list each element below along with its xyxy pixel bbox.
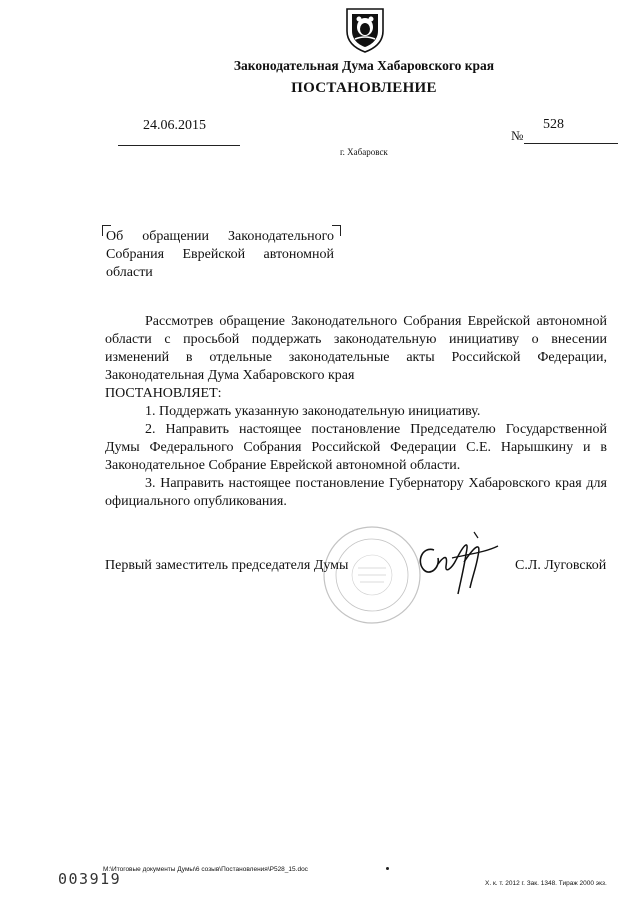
- word: Федерации,: [537, 350, 607, 365]
- word: обращении: [142, 229, 210, 244]
- organization-name: Законодательная Дума Хабаровского края: [233, 58, 495, 73]
- resolution-item-2-line: [105, 439, 607, 457]
- file-path: М:\Итоговые документы Думы\6 созыв\Постановления\Р528_15.doc: [103, 866, 308, 873]
- official-stamp-icon: [320, 520, 425, 630]
- word: Законодательного: [228, 229, 334, 244]
- coat-of-arms-icon: [343, 5, 387, 53]
- word: Еврейской: [467, 314, 531, 329]
- word: настоящее: [228, 476, 291, 491]
- word: Думы: [105, 440, 140, 455]
- word: и: [583, 440, 591, 455]
- word: Законодательного: [291, 314, 398, 329]
- intro-line: [105, 349, 607, 367]
- word: для: [586, 476, 607, 491]
- word: изменений: [105, 350, 170, 365]
- word: с: [164, 332, 171, 347]
- document-subject: [106, 228, 334, 282]
- word: автономной: [263, 247, 334, 262]
- word: Рассмотрев: [145, 314, 214, 329]
- word: отдельные: [209, 350, 272, 365]
- word: области: [105, 332, 152, 347]
- word: законодательную: [333, 332, 437, 347]
- word: о: [531, 332, 539, 347]
- intro-paragraph: [105, 313, 607, 511]
- word: поддержать: [251, 332, 322, 347]
- word: внесении: [551, 332, 607, 347]
- resolution-item-3-line: [105, 475, 607, 493]
- word: Российской: [451, 350, 521, 365]
- word: Об: [106, 229, 124, 244]
- word: Федерации: [390, 440, 457, 455]
- intro-line: [105, 313, 607, 331]
- word: автономной: [536, 314, 607, 329]
- handwritten-signature-icon: [412, 528, 502, 598]
- number-underline: [524, 143, 618, 144]
- word: Федерального: [149, 440, 234, 455]
- word: законодательные: [288, 350, 390, 365]
- word: 2.: [145, 422, 156, 437]
- word: Российской: [311, 440, 381, 455]
- number-label: №: [511, 128, 524, 143]
- resolution-item-1: 1. Поддержать указанную законодательную инициативу.: [145, 404, 481, 419]
- word: Направить: [160, 476, 224, 491]
- word: настоящее: [239, 422, 302, 437]
- word: в: [185, 350, 193, 365]
- subject-line: [106, 228, 334, 246]
- subject-line: области: [106, 265, 153, 280]
- word: Хабаровского: [468, 476, 551, 491]
- print-info: Х. к. т. 2012 г. Зак. 1348. Тираж 2000 экз.: [485, 880, 607, 887]
- registry-number: 003919: [58, 870, 122, 888]
- word: инициативу: [449, 332, 520, 347]
- date-underline: [118, 145, 240, 146]
- word: Еврейской: [182, 247, 246, 262]
- word: Нарышкину: [500, 440, 574, 455]
- word: Собрания: [403, 314, 462, 329]
- word: акты: [406, 350, 435, 365]
- resolution-item-2-line: [105, 421, 607, 439]
- resolution-item-2-line: Законодательное Собрание Еврейской автономной области.: [105, 458, 461, 473]
- resolution-item-3-line: официального опубликования.: [105, 494, 287, 509]
- city: г. Хабаровск: [340, 147, 388, 157]
- word: постановление: [311, 422, 401, 437]
- word: в: [600, 440, 607, 455]
- word: Председателю: [410, 422, 496, 437]
- word: С.Е.: [466, 440, 492, 455]
- resolves-heading: ПОСТАНОВЛЯЕТ:: [105, 386, 222, 401]
- document-date: 24.06.2015: [143, 118, 206, 133]
- word: Собрания: [106, 247, 165, 262]
- subject-line: [106, 246, 334, 264]
- intro-line: [105, 331, 607, 349]
- word: Губернатору: [389, 476, 464, 491]
- word: 3.: [145, 476, 156, 491]
- document-number: 528: [543, 117, 564, 132]
- word: Собрания: [243, 440, 302, 455]
- word: края: [555, 476, 582, 491]
- word: Государственной: [505, 422, 607, 437]
- signer-name: С.Л. Луговской: [515, 558, 607, 573]
- word: постановление: [295, 476, 385, 491]
- document-type: ПОСТАНОВЛЕНИЕ: [291, 80, 437, 96]
- intro-line: Законодательная Дума Хабаровского края: [105, 368, 355, 383]
- signer-title: Первый заместитель председателя Думы: [105, 558, 349, 573]
- word: Направить: [165, 422, 229, 437]
- mark-dot: [386, 867, 389, 870]
- word: обращение: [219, 314, 285, 329]
- word: просьбой: [183, 332, 240, 347]
